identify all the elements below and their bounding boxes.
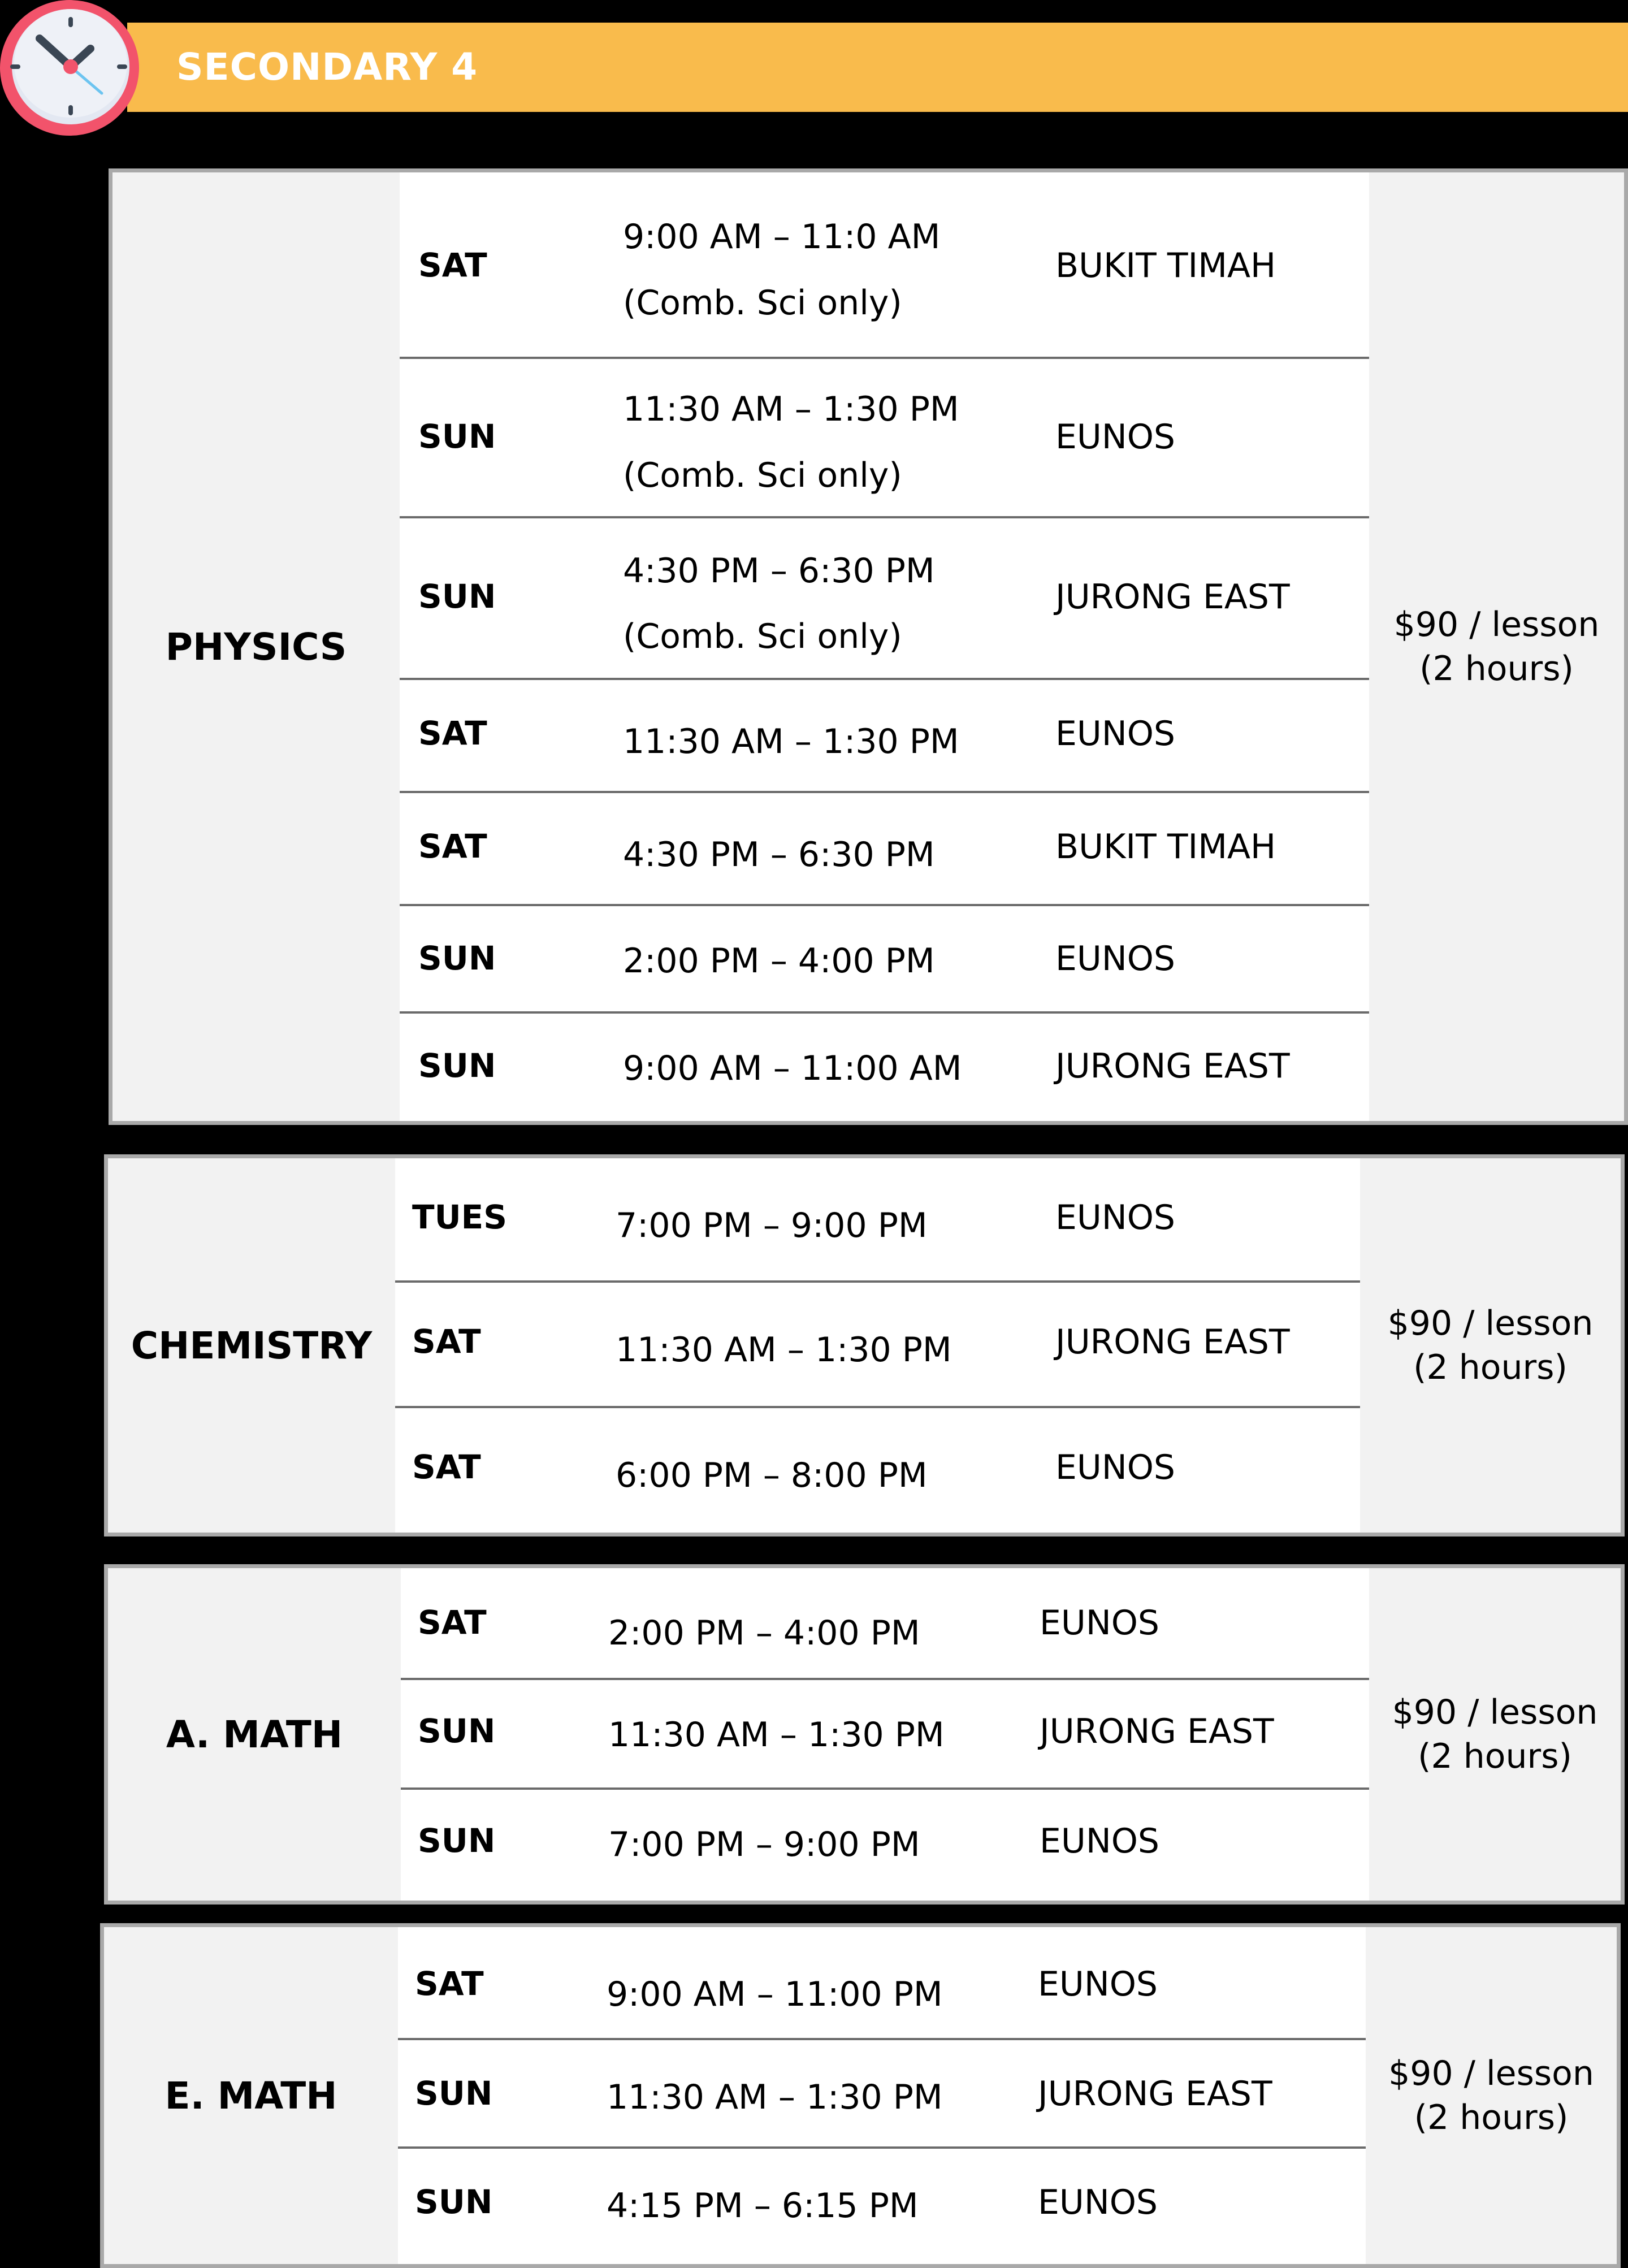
session-time: 7:00 PM – 9:00 PM bbox=[616, 1206, 928, 1245]
session-row bbox=[400, 172, 1369, 359]
session-day: SUN bbox=[415, 2074, 493, 2113]
session-location: EUNOS bbox=[1055, 1198, 1176, 1237]
session-day: SAT bbox=[418, 246, 487, 284]
session-time: 11:30 AM – 1:30 PM bbox=[607, 2077, 943, 2117]
price-duration: (2 hours) bbox=[1414, 2098, 1569, 2137]
session-time: 11:30 AM – 1:30 PM bbox=[616, 1330, 952, 1370]
session-location: JURONG EAST bbox=[1055, 1046, 1290, 1086]
price-amount: $90 / lesson bbox=[1387, 1304, 1594, 1343]
session-row bbox=[400, 359, 1369, 518]
subject-name: CHEMISTRY bbox=[131, 1323, 373, 1367]
clock-icon bbox=[0, 0, 141, 138]
session-day: SUN bbox=[418, 417, 496, 456]
subject-block-a-math bbox=[104, 1564, 1625, 1905]
session-location: EUNOS bbox=[1040, 1603, 1160, 1643]
session-list bbox=[401, 1568, 1369, 1901]
session-day: SAT bbox=[412, 1448, 481, 1486]
subject-name: E. MATH bbox=[164, 2074, 337, 2118]
session-note: (Comb. Sci only) bbox=[623, 283, 902, 323]
session-row bbox=[400, 518, 1369, 680]
session-row bbox=[401, 1790, 1369, 1901]
session-time: 9:00 AM – 11:00 AM bbox=[623, 1049, 962, 1088]
session-row bbox=[400, 680, 1369, 793]
session-list bbox=[395, 1158, 1360, 1533]
session-day: SUN bbox=[418, 1046, 496, 1085]
session-day: SUN bbox=[418, 939, 496, 977]
session-time: 11:30 AM – 1:30 PM bbox=[623, 389, 959, 429]
session-location: JURONG EAST bbox=[1038, 2074, 1272, 2114]
session-row bbox=[398, 2149, 1366, 2264]
price-amount: $90 / lesson bbox=[1388, 2054, 1594, 2093]
price-duration: (2 hours) bbox=[1419, 649, 1574, 689]
subject-name: PHYSICS bbox=[165, 625, 347, 669]
session-location: EUNOS bbox=[1038, 2183, 1158, 2222]
price-info bbox=[1369, 1568, 1621, 1901]
subject-block-physics bbox=[109, 168, 1628, 1125]
session-note: (Comb. Sci only) bbox=[623, 617, 902, 656]
session-row bbox=[401, 1568, 1369, 1680]
session-time: 4:15 PM – 6:15 PM bbox=[607, 2186, 919, 2226]
session-day: SUN bbox=[418, 1712, 496, 1750]
session-time: 9:00 AM – 11:0 AM bbox=[623, 217, 941, 257]
session-time: 11:30 AM – 1:30 PM bbox=[608, 1715, 945, 1755]
session-list bbox=[400, 172, 1369, 1121]
subject-block-e-math bbox=[100, 1923, 1621, 2268]
session-location: JURONG EAST bbox=[1055, 1322, 1290, 1362]
session-time: 2:00 PM – 4:00 PM bbox=[623, 941, 935, 981]
session-location: EUNOS bbox=[1040, 1821, 1160, 1861]
session-row bbox=[401, 1680, 1369, 1790]
session-note: (Comb. Sci only) bbox=[623, 456, 902, 495]
session-location: BUKIT TIMAH bbox=[1055, 827, 1276, 867]
session-time: 7:00 PM – 9:00 PM bbox=[608, 1825, 920, 1864]
price-info bbox=[1360, 1158, 1621, 1533]
price-duration: (2 hours) bbox=[1418, 1737, 1572, 1776]
session-time: 6:00 PM – 8:00 PM bbox=[616, 1456, 928, 1495]
session-day: SAT bbox=[418, 827, 487, 865]
session-location: JURONG EAST bbox=[1040, 1712, 1274, 1751]
session-row bbox=[395, 1158, 1360, 1283]
session-location: EUNOS bbox=[1055, 939, 1176, 979]
session-day: SAT bbox=[415, 1964, 484, 2003]
session-day: SAT bbox=[412, 1322, 481, 1361]
session-time: 9:00 AM – 11:00 PM bbox=[607, 1975, 943, 2014]
session-day: SUN bbox=[415, 2183, 493, 2221]
session-row bbox=[400, 1014, 1369, 1121]
session-row bbox=[395, 1408, 1360, 1534]
session-day: SAT bbox=[418, 714, 487, 752]
session-day: SUN bbox=[418, 577, 496, 616]
session-row bbox=[395, 1283, 1360, 1408]
session-time: 4:30 PM – 6:30 PM bbox=[623, 835, 935, 875]
session-day: SUN bbox=[418, 1821, 496, 1860]
session-row bbox=[398, 2040, 1366, 2149]
page-title: SECONDARY 4 bbox=[176, 45, 478, 89]
session-list bbox=[398, 1927, 1366, 2264]
session-day: SAT bbox=[418, 1603, 487, 1642]
price-info bbox=[1366, 1927, 1617, 2264]
price-amount: $90 / lesson bbox=[1393, 605, 1600, 644]
price-info bbox=[1369, 172, 1624, 1121]
session-row bbox=[400, 906, 1369, 1014]
session-location: EUNOS bbox=[1055, 714, 1176, 754]
subject-name: A. MATH bbox=[166, 1712, 343, 1756]
price-amount: $90 / lesson bbox=[1392, 1693, 1598, 1732]
session-location: EUNOS bbox=[1055, 1448, 1176, 1487]
session-location: EUNOS bbox=[1038, 1964, 1158, 2004]
session-location: EUNOS bbox=[1055, 417, 1176, 457]
session-time: 11:30 AM – 1:30 PM bbox=[623, 722, 959, 761]
price-duration: (2 hours) bbox=[1413, 1348, 1568, 1387]
session-location: JURONG EAST bbox=[1055, 577, 1290, 617]
session-row bbox=[398, 1927, 1366, 2040]
subject-block-chemistry bbox=[104, 1154, 1625, 1536]
session-time: 4:30 PM – 6:30 PM bbox=[623, 551, 935, 591]
session-time: 2:00 PM – 4:00 PM bbox=[608, 1613, 920, 1653]
session-row bbox=[400, 793, 1369, 906]
session-location: BUKIT TIMAH bbox=[1055, 246, 1276, 285]
session-day: TUES bbox=[412, 1198, 508, 1236]
